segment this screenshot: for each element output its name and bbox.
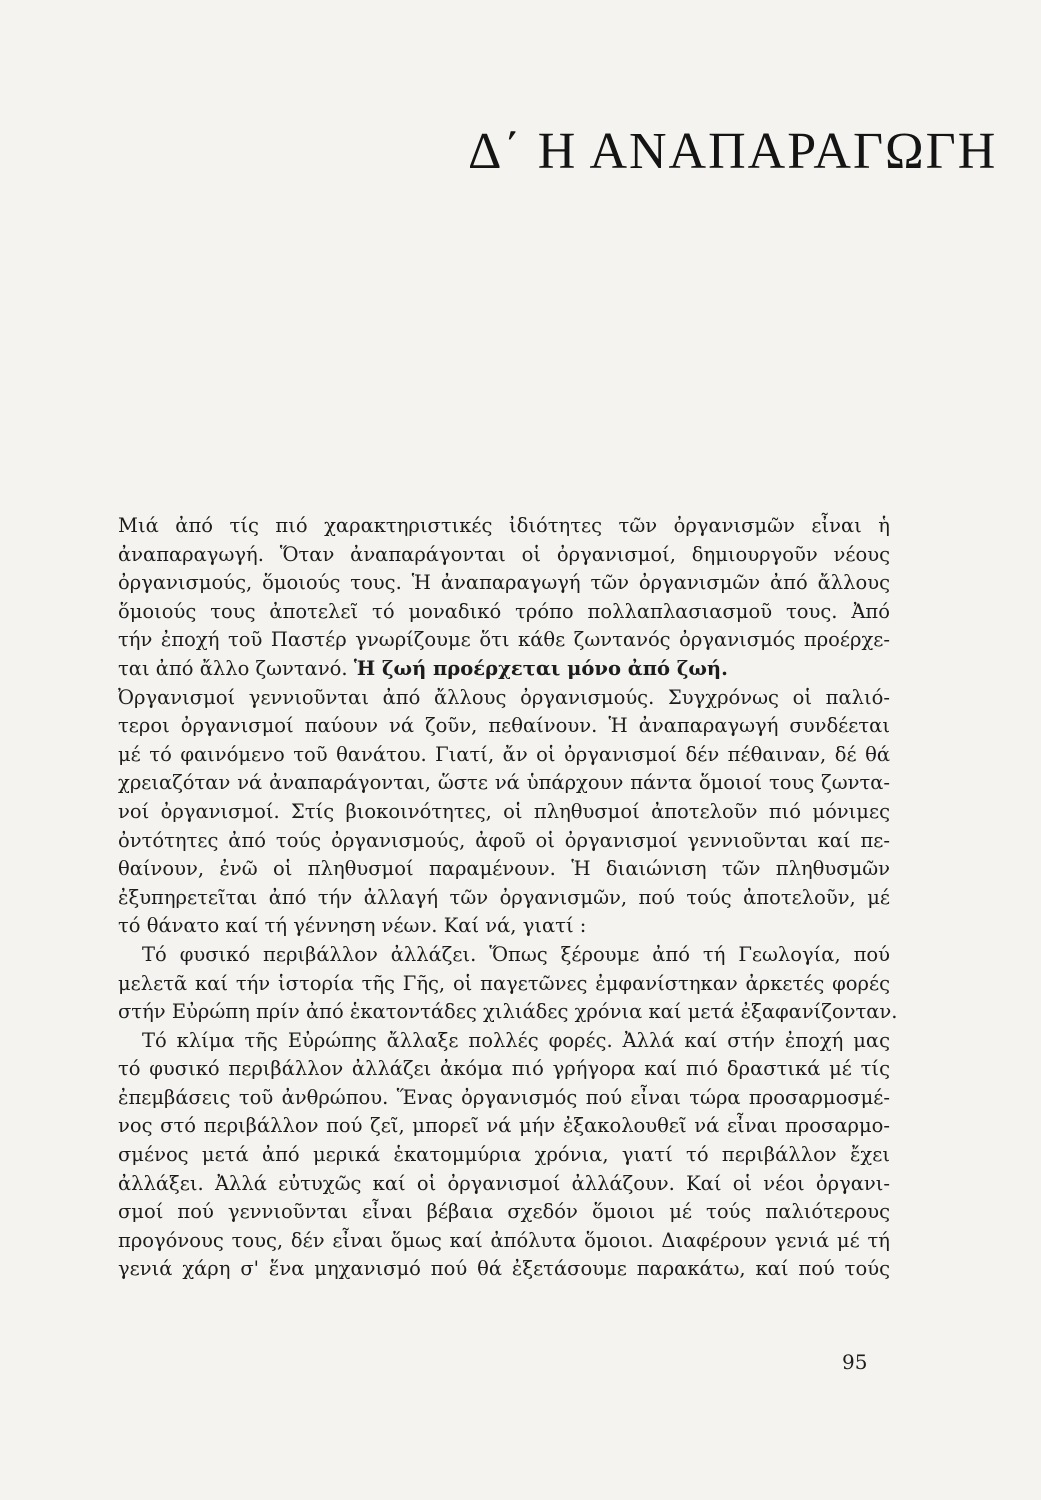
emphasis-sentence: Ἡ ζωή προέρχεται μόνο ἀπό ζωή. [353, 656, 728, 680]
text-line: σμοί πού γεννιοῦνται εἶναι βέβαια σχεδόν ὅμοιοι μέ τούς παλιότερους [118, 1200, 890, 1224]
text-line: χρειαζόταν νά ἀναπαράγονται, ὥστε νά ὑπάρχουν πάντα ὅμοιοί τους ζωντα- [118, 771, 890, 795]
text-line: ἐπεμβάσεις τοῦ ἀνθρώπου. Ἕνας ὀργανισμός πού εἶναι τώρα προσαρμοσμέ- [118, 1085, 890, 1109]
text-line: τό φυσικό περιβάλλον ἀλλάζει ἀκόμα πιό γρήγορα καί πιό δραστικά μέ τίς [118, 1057, 890, 1081]
text-line: ὀργανισμούς, ὅμοιούς τους. Ἡ ἀναπαραγωγή τῶν ὀργανισμῶν ἀπό ἄλλους [118, 571, 890, 595]
text-line: στήν Εὐρώπη πρίν ἀπό ἑκατοντάδες χιλιάδες χρόνια καί μετά ἐξαφανίζονταν. [118, 1000, 898, 1024]
text-line: ὀντότητες ἀπό τούς ὀργανισμούς, ἀφοῦ οἱ ὀργανισμοί γεννιοῦνται καί πε- [118, 828, 890, 852]
text-line: τήν ἐποχή τοῦ Παστέρ γνωρίζουμε ὅτι κάθε ζωντανός ὀργανισμός προέρχε- [118, 628, 890, 652]
text-line: μέ τό φαινόμενο τοῦ θανάτου. Γιατί, ἄν οἱ ὀργανισμοί δέν πέθαιναν, δέ θά [118, 742, 890, 766]
page-number: 95 [842, 1350, 868, 1374]
text-line [118, 655, 890, 684]
text-line: μελετᾶ καί τήν ἱστορία τῆς Γῆς, οἱ παγετῶνες ἐμφανίστηκαν ἀρκετές φορές [118, 971, 890, 995]
text-line: τό θάνατο καί τή γέννηση νέων. Καί νά, γιατί : [118, 914, 587, 938]
text-line: νοί ὀργανισμοί. Στίς βιοκοινότητες, οἱ πληθυσμοί ἀποτελοῦν πιό μόνιμες [118, 799, 890, 823]
text-line: Τό κλίμα τῆς Εὐρώπης ἄλλαξε πολλές φορές. Ἀλλά καί στήν ἐποχή μας [142, 1028, 890, 1052]
text-line: προγόνους τους, δέν εἶναι ὅμως καί ἀπόλυτα ὅμοιοι. Διαφέρουν γενιά μέ τή [118, 1228, 890, 1252]
text-line: Ὀργανισμοί γεννιοῦνται ἀπό ἄλλους ὀργανισμούς. Συγχρόνως οἱ παλιό- [118, 685, 890, 709]
text-segment: ται ἀπό ἄλλο ζωντανό. [118, 656, 348, 680]
text-line: Τό φυσικό περιβάλλον ἀλλάζει. Ὅπως ξέρουμε ἀπό τή Γεωλογία, πού [142, 942, 890, 966]
text-line: ὅμοιούς τους ἀποτελεῖ τό μοναδικό τρόπο πολλαπλασιασμοῦ τους. Ἀπό [118, 599, 890, 623]
text-line: ἐξυπηρετεῖται ἀπό τήν ἀλλαγή τῶν ὀργανισμῶν, πού τούς ἀποτελοῦν, μέ [118, 885, 890, 909]
text-line: ἀναπαραγωγή. Ὅταν ἀναπαράγονται οἱ ὀργανισμοί, δημιουργοῦν νέους [118, 542, 890, 566]
text-line: γενιά χάρη σ' ἕνα μηχανισμό πού θά ἐξετάσουμε παρακάτω, καί πού τούς [118, 1257, 890, 1281]
text-line: νος στό περιβάλλον πού ζεῖ, μπορεῖ νά μήν ἐξακολουθεῖ νά εἶναι προσαρμο- [118, 1114, 890, 1138]
text-line: θαίνουν, ἐνῶ οἱ πληθυσμοί παραμένουν. Ἡ διαιώνιση τῶν πληθυσμῶν [118, 857, 890, 881]
text-line: ἀλλάξει. Ἀλλά εὐτυχῶς καί οἱ ὀργανισμοί ἀλλάζουν. Καί οἱ νέοι ὀργανι- [118, 1171, 890, 1195]
chapter-title: Δ΄ Η ΑΝΑΠΑΡΑΓΩΓΗ [468, 123, 998, 180]
text-line: Μιά ἀπό τίς πιό χαρακτηριστικές ἰδιότητες τῶν ὀργανισμῶν εἶναι ἡ [118, 514, 890, 537]
text-line: τεροι ὀργανισμοί παύουν νά ζοῦν, πεθαίνουν. Ἡ ἀναπαραγωγή συνδέεται [118, 714, 890, 738]
text-line: σμένος μετά ἀπό μερικά ἑκατομμύρια χρόνια, γιατί τό περιβάλλον ἔχει [118, 1143, 890, 1167]
body-text [118, 512, 898, 1284]
